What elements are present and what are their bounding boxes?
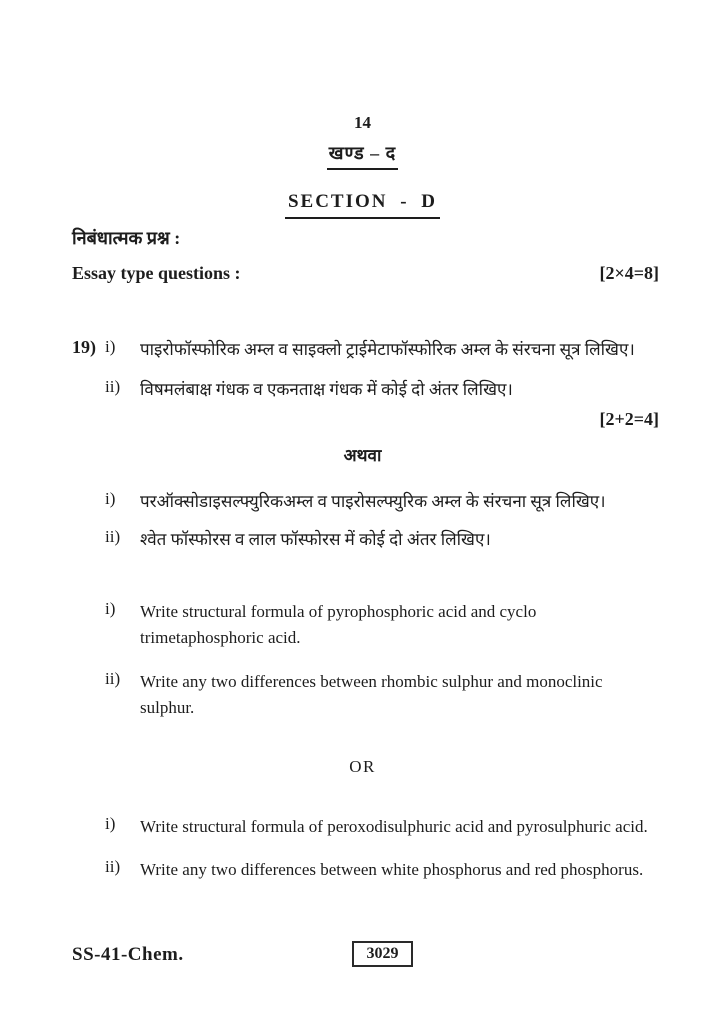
section-heading-english-text: SECTION - D bbox=[285, 191, 440, 219]
part-label: ii) bbox=[105, 527, 121, 546]
part-text: पाइरोफॉस्फोरिक अम्ल व साइक्लो ट्राईमेटाफॉस्फोरिक अम्ल के संरचना सूत्र लिखिए। bbox=[140, 340, 635, 359]
question-19-english-part-ii bbox=[72, 669, 655, 721]
section-heading-english bbox=[0, 191, 725, 219]
question-number: 19) bbox=[72, 337, 96, 357]
part-label: i) bbox=[105, 814, 116, 833]
marks-split-row bbox=[72, 409, 659, 430]
question-19-english-alt-part-ii bbox=[72, 857, 655, 883]
part-label: ii) bbox=[105, 377, 121, 396]
intro-hindi: निबंधात्मक प्रश्न : bbox=[72, 228, 181, 248]
part-label: ii) bbox=[105, 669, 121, 688]
question-19-hindi-part-ii bbox=[72, 377, 655, 403]
serial-number-box bbox=[352, 941, 413, 967]
question-19-hindi-alt-part-ii bbox=[72, 527, 655, 553]
paper-code: SS-41-Chem. bbox=[72, 944, 184, 965]
question-19-hindi-part-i bbox=[72, 337, 655, 363]
part-label: i) bbox=[105, 599, 116, 618]
marks-split: [2+2=4] bbox=[599, 409, 659, 429]
question-19-english-alt-part-i bbox=[72, 814, 655, 840]
page-number: 14 bbox=[354, 113, 371, 132]
part-text: विषमलंबाक्ष गंधक व एकनताक्ष गंधक में कोई दो अंतर लिखिए। bbox=[140, 380, 513, 399]
marks-total: [2×4=8] bbox=[599, 263, 659, 283]
section-heading-hindi bbox=[0, 141, 725, 170]
part-text: Write structural formula of pyrophosphoric acid and cyclo trimetaphosphoric acid. bbox=[140, 602, 537, 647]
intro-english: Essay type questions : bbox=[72, 263, 241, 283]
part-text: परऑक्सोडाइसल्फ्युरिकअम्ल व पाइरोसल्फ्युरिक अम्ल के संरचना सूत्र लिखिए। bbox=[140, 492, 606, 511]
part-text: Write any two differences between rhombic sulphur and monoclinic sulphur. bbox=[140, 672, 603, 717]
question-19-hindi-alt-part-i bbox=[72, 489, 655, 515]
or-separator-english: OR bbox=[349, 757, 376, 776]
or-separator-hindi: अथवा bbox=[343, 446, 382, 465]
section-heading-hindi-text: खण्ड – द bbox=[327, 141, 398, 170]
part-label: i) bbox=[105, 337, 116, 356]
intro-row bbox=[72, 263, 659, 284]
part-label: ii) bbox=[105, 857, 121, 876]
part-text: श्वेत फॉस्फोरस व लाल फॉस्फोरस में कोई दो अंतर लिखिए। bbox=[140, 530, 491, 549]
serial-number: 3029 bbox=[366, 945, 399, 962]
part-label: i) bbox=[105, 489, 116, 508]
part-text: Write any two differences between white phosphorus and red phosphorus. bbox=[140, 860, 644, 879]
part-text: Write structural formula of peroxodisulphuric acid and pyrosulphuric acid. bbox=[140, 817, 648, 836]
question-19-english-part-i bbox=[72, 599, 655, 651]
